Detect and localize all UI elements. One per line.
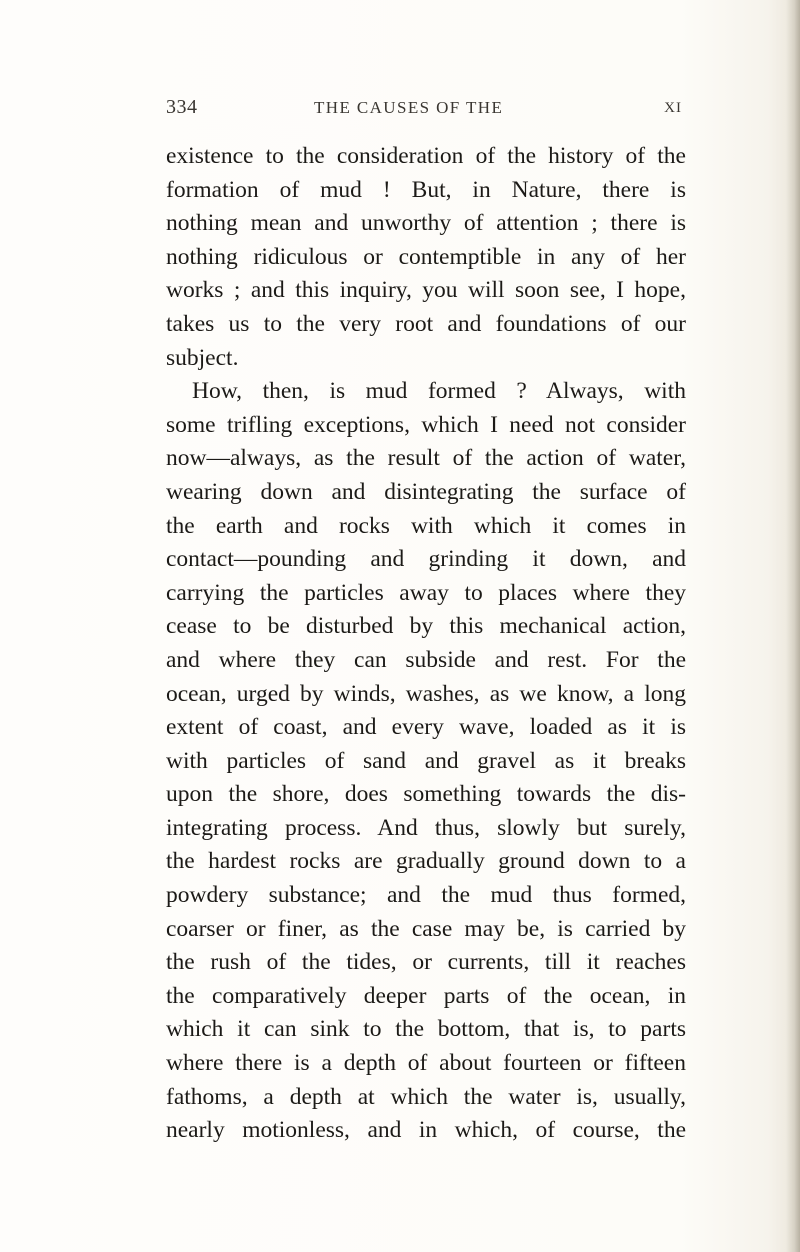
text-line: nearly motionless, and in which, of course, the [166,1117,686,1144]
text-line: with particles of sand and gravel as it breaks [166,747,686,774]
text-line: ocean, urged by winds, washes, as we know, a long [166,680,686,707]
text-line: formation of mud ! But, in Nature, there is [166,176,686,203]
text-line: which it can sink to the bottom, that is, to parts [166,1016,686,1043]
page-edge-shadow [786,0,800,1252]
text-line: carrying the particles away to places where they [166,579,686,606]
text-line: contact—pounding and grinding it down, and [166,546,686,573]
text-line: and where they can subside and rest. For the [166,646,686,673]
text-line: upon the shore, does something towards the dis- [166,781,686,808]
text-line: the hardest rocks are gradually ground down to a [166,848,686,875]
paragraph-first-line: How, then, is mud formed ? Always, with [192,378,686,405]
text-line: fathoms, a depth at which the water is, usually, [166,1083,686,1110]
body-text [166,140,686,1148]
paragraph-end-line: subject. [166,344,239,371]
text-line: integrating process. And thus, slowly but surely, [166,814,686,841]
text-line: nothing ridiculous or contemptible in any of her [166,243,686,270]
text-line: existence to the consideration of the history of the [166,143,686,169]
text-line: now—always, as the result of the action of water, [166,445,686,472]
text-line: cease to be disturbed by this mechanical action, [166,613,686,640]
running-head [166,96,682,126]
text-line: works ; and this inquiry, you will soon see, I hope, [166,277,686,304]
text-line: powdery substance; and the mud thus formed, [166,882,686,909]
text-line: wearing down and disintegrating the surface of [166,478,686,505]
text-line: coarser or finer, as the case may be, is carried by [166,915,686,942]
chapter-number: XI [664,100,682,116]
text-line: the comparatively deeper parts of the ocean, in [166,982,686,1009]
text-line: takes us to the very root and foundations of our [166,310,686,337]
text-line: extent of coast, and every wave, loaded as it is [166,714,686,741]
text-line: the earth and rocks with which it comes in [166,512,686,539]
text-line: where there is a depth of about fourteen or fifteen [166,1050,686,1077]
text-line: the rush of the tides, or currents, till it reaches [166,949,686,976]
text-line: nothing mean and unworthy of attention ; there is [166,210,686,237]
page-number: 334 [166,96,198,118]
running-head-title: THE CAUSES OF THE [314,98,504,117]
text-line: some trifling exceptions, which I need not consider [166,411,686,438]
